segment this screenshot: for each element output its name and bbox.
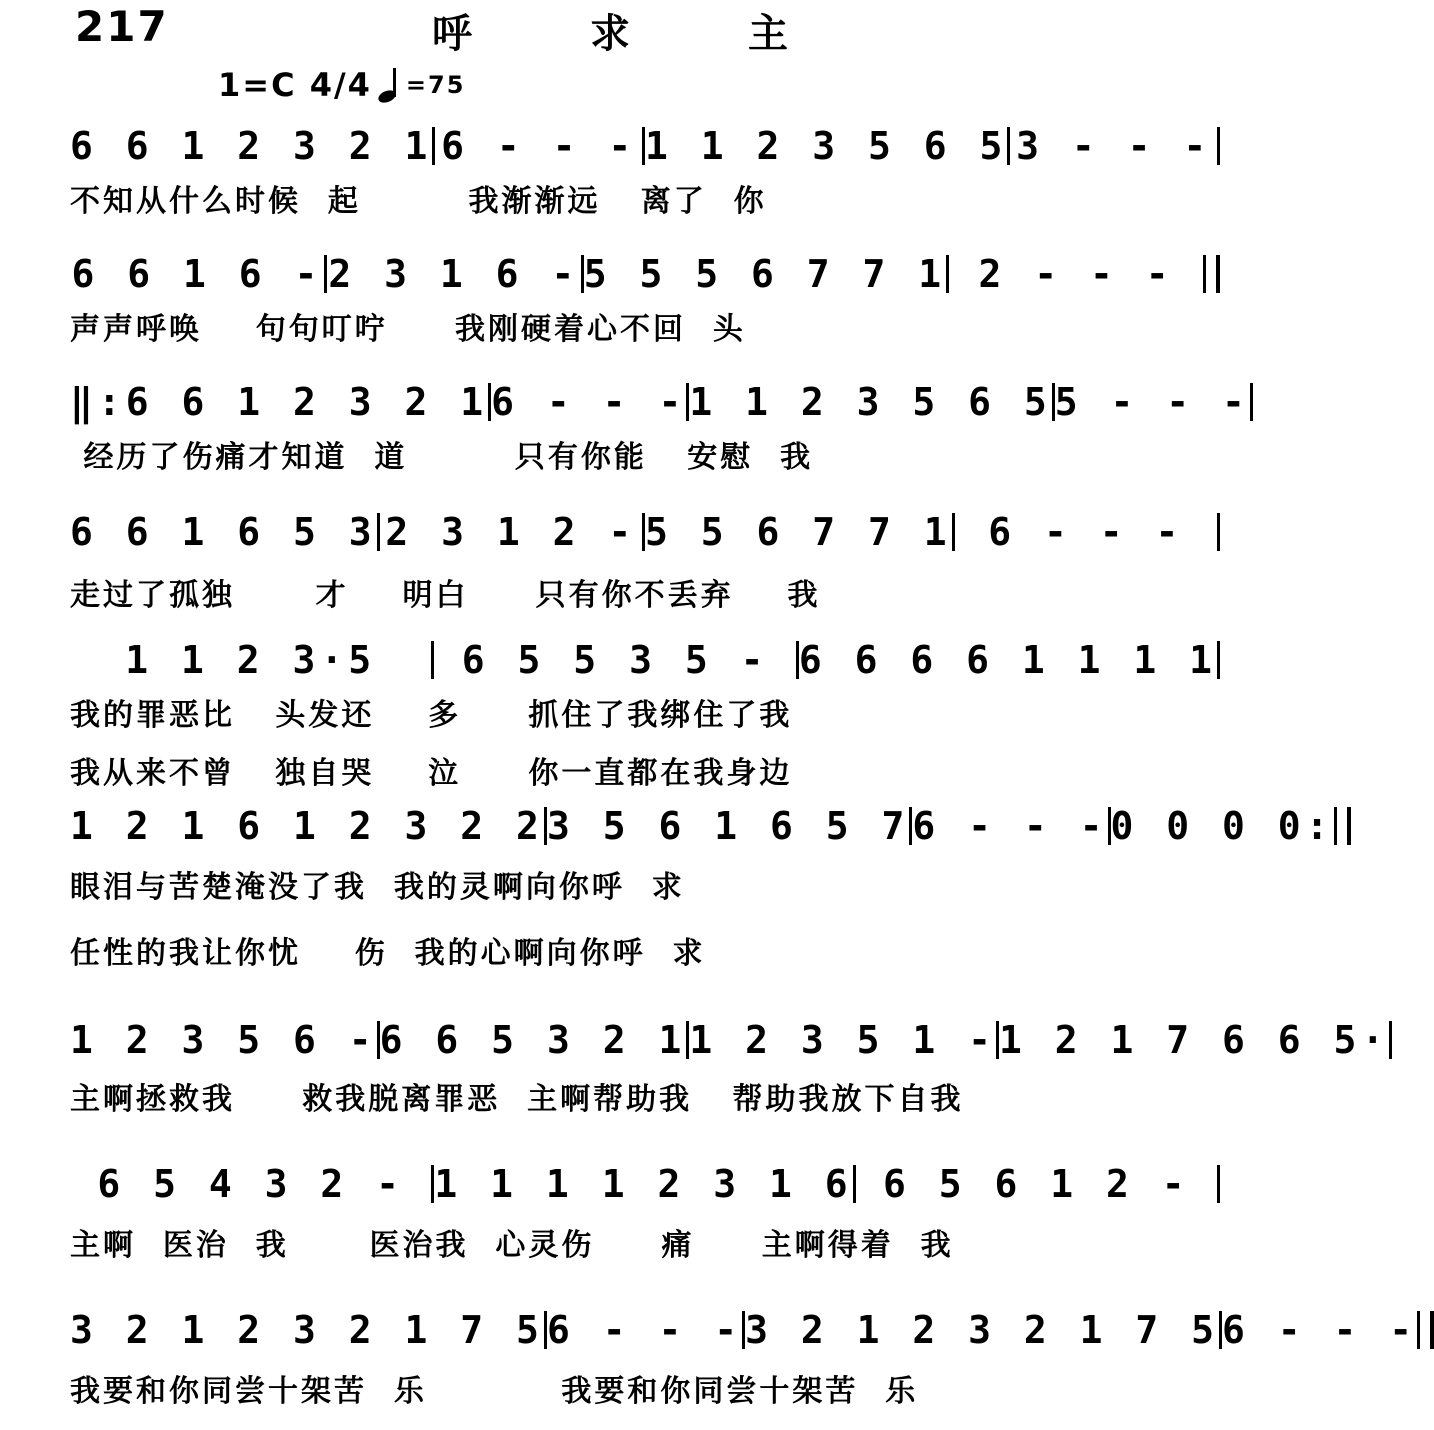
measure: 1 1 2 3·5 bbox=[125, 638, 377, 682]
measure: 1 2 1 6 1 2 3 2 2 bbox=[70, 804, 544, 848]
measure: 2 3 1 6 - bbox=[328, 252, 580, 296]
quarter-note-icon bbox=[378, 68, 404, 102]
measure: 1 1 1 1 2 3 1 6 bbox=[434, 1162, 853, 1206]
barline bbox=[1389, 1021, 1392, 1059]
barline bbox=[1217, 513, 1220, 551]
measure: 1 2 3 5 1 - bbox=[689, 1018, 997, 1062]
key-signature bbox=[218, 66, 465, 104]
measure: 6 - - - bbox=[546, 1308, 743, 1352]
measure: 3 2 1 2 3 2 1 7 5 bbox=[745, 1308, 1220, 1352]
lyric-line: 声声呼唤 句句叮咛 我刚硬着心不回 头 bbox=[70, 312, 746, 347]
measure: 6 - - - bbox=[441, 124, 637, 168]
music-line-8 bbox=[70, 1156, 1220, 1212]
measure: 5 5 5 6 7 7 1 bbox=[583, 252, 947, 296]
measure: 6 6 5 3 2 1 bbox=[379, 1018, 687, 1062]
measure: 6 5 6 1 2 - bbox=[882, 1162, 1190, 1206]
barline bbox=[1217, 127, 1220, 165]
measure: 2 - - - bbox=[978, 252, 1174, 296]
measure: 6 5 4 3 2 - bbox=[97, 1162, 405, 1206]
measure: 1 1 2 3 5 6 5 bbox=[689, 380, 1052, 424]
measure: 3 - - - bbox=[1016, 124, 1212, 168]
measure: 0 0 0 0: bbox=[1110, 804, 1334, 848]
measure: 5 - - - bbox=[1054, 380, 1250, 424]
music-line-7 bbox=[70, 1012, 1390, 1068]
double-barline bbox=[1203, 255, 1220, 293]
music-line-3 bbox=[70, 374, 1250, 430]
barline bbox=[1250, 383, 1253, 421]
double-barline bbox=[1334, 807, 1351, 845]
measure: 1 2 1 7 6 6 5· bbox=[999, 1018, 1390, 1062]
lyric-line: 我从来不曾 独自哭 泣 你一直都在我身边 bbox=[70, 756, 793, 791]
measure: 6 5 5 3 5 - bbox=[461, 638, 769, 682]
measure: 6 6 1 2 3 2 1 bbox=[70, 124, 433, 168]
key-text: 1=C 4/4 bbox=[218, 66, 372, 104]
lyric-line: 我的罪恶比 头发还 多 抓住了我绑住了我 bbox=[70, 698, 793, 733]
music-line-1 bbox=[70, 118, 1220, 174]
music-line-5 bbox=[70, 632, 1220, 688]
music-line-6 bbox=[70, 798, 1334, 854]
measure: 2 3 1 2 - bbox=[385, 510, 637, 554]
song-title: 呼求主 bbox=[432, 10, 906, 57]
music-line-9 bbox=[70, 1302, 1418, 1358]
measure: 6 - - - bbox=[491, 380, 687, 424]
measure: 6 - - - bbox=[1222, 1308, 1418, 1352]
lyric-line: 主啊 医治 我 医治我 心灵伤 痛 主啊得着 我 bbox=[70, 1228, 954, 1263]
measure: 6 6 1 6 - bbox=[71, 252, 323, 296]
measure: 3 5 6 1 6 5 7 bbox=[546, 804, 910, 848]
lyric-line: 眼泪与苦楚淹没了我 我的灵啊向你呼 求 bbox=[70, 870, 685, 905]
lyric-line: 不知从什么时候 起 我渐渐远 离了 你 bbox=[70, 184, 767, 219]
lyric-line: 走过了孤独 才 明白 只有你不丢弃 我 bbox=[70, 578, 821, 613]
measure: 1 2 3 5 6 - bbox=[70, 1018, 377, 1062]
music-line-4 bbox=[70, 504, 1220, 560]
double-barline bbox=[1417, 1311, 1434, 1349]
measure: 5 5 6 7 7 1 bbox=[645, 510, 952, 554]
song-number: 217 bbox=[75, 2, 169, 51]
measure: 6 6 6 6 1 1 1 1 bbox=[798, 638, 1218, 682]
measure: 6 - - - bbox=[988, 510, 1184, 554]
measure: ‖:6 6 1 2 3 2 1 bbox=[70, 380, 489, 424]
measure: 6 6 1 6 5 3 bbox=[70, 510, 377, 554]
lyric-line: 任性的我让你忧 伤 我的心啊向你呼 求 bbox=[70, 936, 706, 971]
music-line-2 bbox=[70, 246, 1220, 302]
measure: 6 - - - bbox=[912, 804, 1108, 848]
barline bbox=[1217, 1165, 1220, 1203]
lyric-line: 主啊拯救我 救我脱离罪恶 主啊帮助我 帮助我放下自我 bbox=[70, 1082, 964, 1117]
lyric-line: 我要和你同尝十架苦 乐 我要和你同尝十架苦 乐 bbox=[70, 1374, 919, 1409]
tempo-text: =75 bbox=[405, 71, 466, 99]
measure: 3 2 1 2 3 2 1 7 5 bbox=[70, 1308, 544, 1352]
measure: 1 1 2 3 5 6 5 bbox=[645, 124, 1008, 168]
lyric-line: 经历了伤痛才知道 道 只有你能 安慰 我 bbox=[70, 440, 814, 475]
barline bbox=[1217, 641, 1220, 679]
